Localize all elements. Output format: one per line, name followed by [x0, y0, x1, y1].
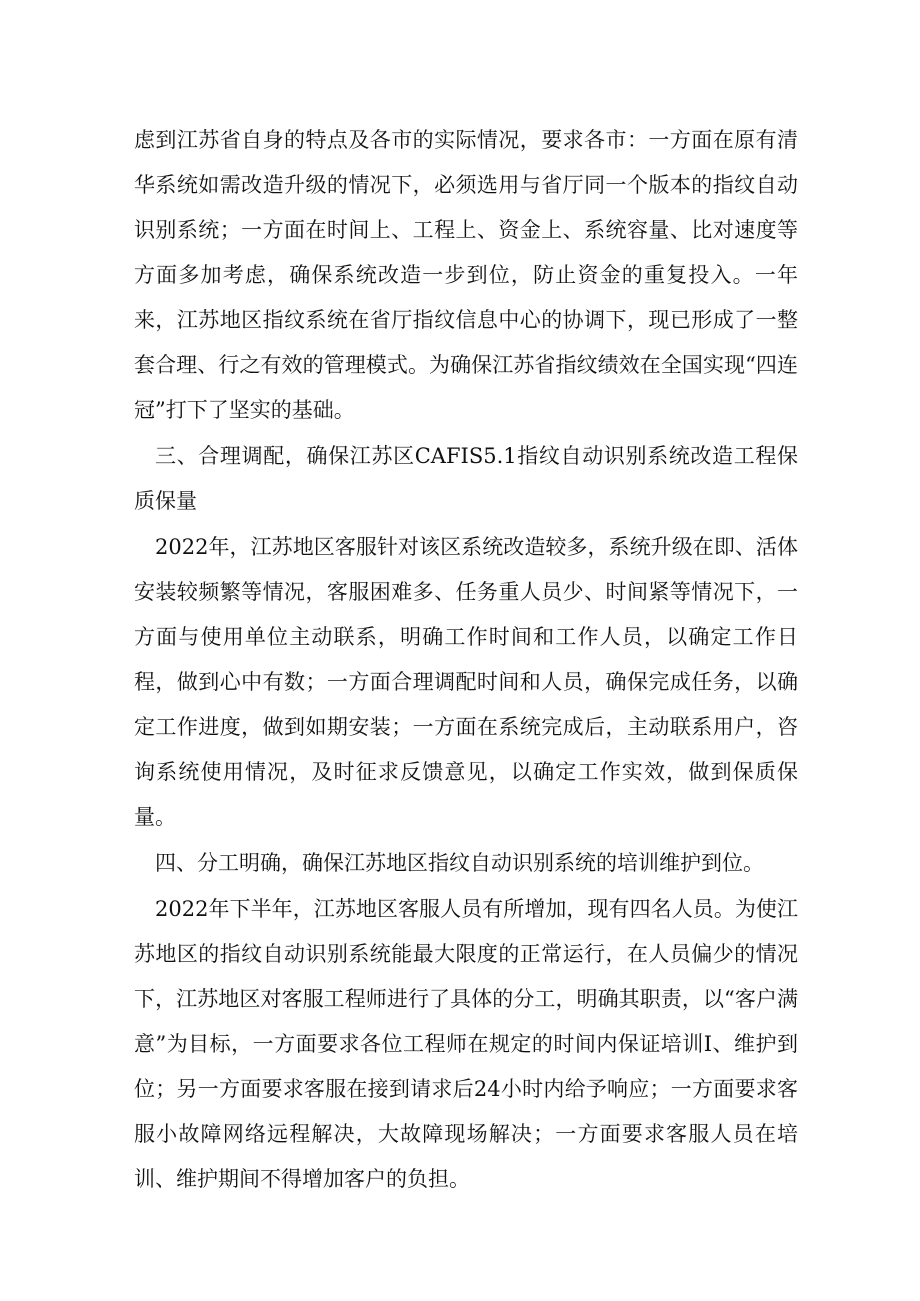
section-heading-4: 四、分工明确，确保江苏地区指纹自动识别系统的培训维护到位。 — [155, 851, 764, 875]
document-body — [134, 118, 798, 1202]
section-heading-3: 三、合理调配，确保江苏区CAFIS5.1指纹自动识别系统改造工程保质保量 — [134, 444, 798, 513]
paragraph-2022-h2-staffing: 2022年下半年，江苏地区客服人员有所增加，现有四名人员。为使江苏地区的指纹自动识别系统能最大限度的正常运行，在人员偏少的情况下，江苏地区对客服工程师进行了具体的分工，明确其职责，以“客户满意”为目标，一方面要求各位工程师在规定的时间内保证培训Ⅰ、维护到位；另一方面要求客服在接到请求后24小时内给予响应；一方面要求客服小故障网络远程解决，大故障现场解决；一方面要求客服人员在培训、维护期间不得增加客户的负担。 — [134, 897, 798, 1191]
paragraph-continuation: 虑到江苏省自身的特点及各市的实际情况，要求各市：一方面在原有清华系统如需改造升级的情况下，必须选用与省厅同一个版本的指纹自动识别系统；一方面在时间上、工程上、资金上、系统容量、比对速度等方面多加考虑，确保系统改造一步到位，防止资金的重复投入。一年来，江苏地区指纹系统在省厅指纹信息中心的协调下，现已形成了一整套合理、行之有效的管理模式。为确保江苏省指纹绩效在全国实现“四连冠”打下了坚实的基础。 — [134, 128, 798, 422]
paragraph-2022-support: 2022年，江苏地区客服针对该区系统改造较多，系统升级在即、活体安装较频繁等情况，客服困难多、任务重人员少、时间紧等情况下，一方面与使用单位主动联系，明确工作时间和工作人员，以确定工作日程，做到心中有数；一方面合理调配时间和人员，确保完成任务，以确定工作进度，做到如期安装；一方面在系统完成后，主动联系用户，咨询系统使用情况，及时征求反馈意见，以确定工作实效，做到保质保量。 — [134, 535, 798, 829]
